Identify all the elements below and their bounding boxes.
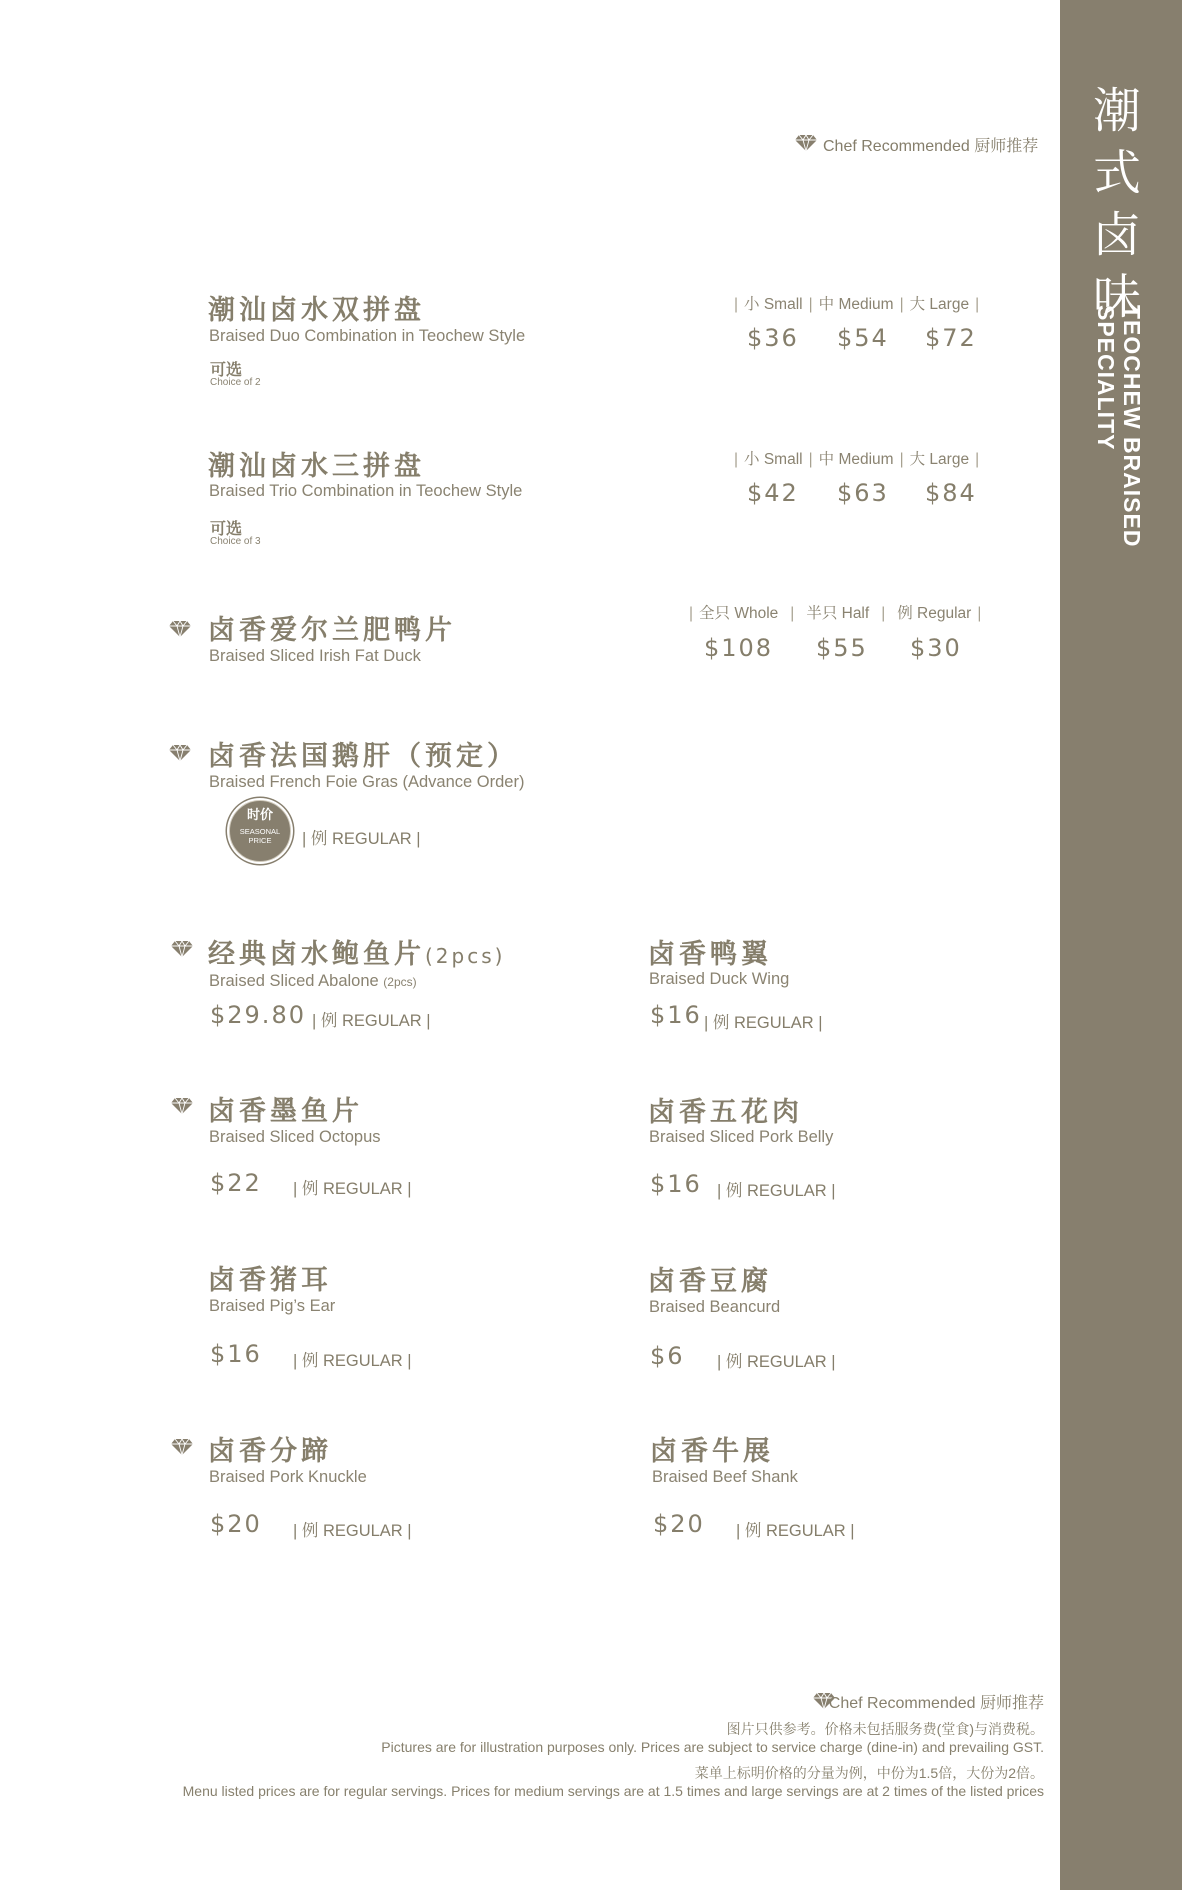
item-price: $20 [653, 1510, 705, 1538]
footer-note-en-1: Pictures are for illustration purposes only. Prices are subject to service charge (dine-in) and prevailing GST. [381, 1739, 1044, 1755]
footer-note-cn-1: 图片只供参考。价格未包括服务费(堂食)与消费税。 [726, 1721, 1044, 1737]
serving-label: | 例 REGULAR | [704, 1014, 823, 1032]
size-small-label: 小 Small [744, 296, 803, 313]
seasonal-price-badge: 时价 SEASONAL PRICE [229, 800, 291, 862]
item-name-cn: 卤香爱尔兰肥鸭片 [208, 615, 456, 646]
footer-legend: Chef Recommended 厨师推荐 [828, 1695, 1044, 1712]
item-name-en: Braised Beef Shank [652, 1468, 798, 1486]
choice-label-cn: 可选 [210, 519, 243, 538]
chef-recommended-legend: Chef Recommended 厨师推荐 [823, 138, 1039, 155]
chef-recommended-icon [170, 940, 194, 958]
size-regular-label: 例 Regular [897, 605, 972, 622]
item-name-cn: 卤香五花肉 [648, 1097, 803, 1128]
item-name-en: Braised Pork Knuckle [209, 1468, 367, 1486]
price-large: $84 [925, 479, 977, 507]
price-medium: $63 [837, 479, 889, 507]
price-medium: $54 [837, 324, 889, 352]
price-regular: $30 [910, 634, 962, 662]
size-header: | 小 Small | 中 Medium | 大 Large | [734, 451, 980, 468]
size-medium-label: 中 Medium [818, 296, 894, 313]
serving-label: | 例 REGULAR | [736, 1522, 855, 1540]
item-name-en: Braised Sliced Abalone (2pcs) [209, 972, 417, 990]
item-price: $29.80 [210, 1001, 306, 1029]
item-pcs-en: (2pcs) [383, 975, 417, 989]
item-name-cn: 卤香牛展 [650, 1436, 774, 1467]
chef-recommended-icon [168, 744, 192, 762]
section-title-en: TEOCHEW BRAISED SPECIALITY [1093, 305, 1145, 548]
item-name-cn: 卤香分蹄 [208, 1436, 332, 1467]
item-name-en: Braised French Foie Gras (Advance Order) [209, 773, 525, 791]
item-name-cn: 卤香墨鱼片 [208, 1096, 363, 1127]
item-name-en: Braised Sliced Pork Belly [649, 1128, 834, 1146]
chef-recommended-icon [170, 1438, 194, 1456]
size-whole-label: 全只 Whole [699, 605, 779, 622]
item-price: $16 [650, 1170, 702, 1198]
item-price: $16 [650, 1001, 702, 1029]
chef-recommended-icon [794, 134, 818, 152]
item-name-en: Braised Duo Combination in Teochew Style [209, 327, 526, 345]
item-name-cn: 经典卤水鲍鱼片(2pcs) [208, 939, 506, 970]
price-half: $55 [816, 634, 868, 662]
item-name-cn: 卤香法国鹅肝（预定） [208, 741, 518, 772]
serving-label: | 例 REGULAR | [293, 1180, 412, 1198]
item-price: $20 [210, 1510, 262, 1538]
serving-label: | 例 REGULAR | [293, 1352, 412, 1370]
serving-label: | 例 REGULAR | [293, 1522, 412, 1540]
chef-recommended-icon [170, 1097, 194, 1115]
serving-label: | 例 REGULAR | [717, 1182, 836, 1200]
item-name-cn: 潮汕卤水双拼盘 [208, 295, 425, 326]
item-name-en: Braised Sliced Octopus [209, 1128, 381, 1146]
item-name-en: Braised Duck Wing [649, 970, 790, 988]
item-name-cn: 潮汕卤水三拼盘 [208, 451, 425, 482]
item-name-cn: 卤香鸭翼 [648, 939, 772, 970]
section-title-cn: 潮 式 卤 味 [1092, 83, 1141, 325]
size-header: | 全只 Whole | 半只 Half | 例 Regular | [689, 605, 982, 622]
size-half-label: 半只 Half [806, 605, 870, 622]
choice-label-en: Choice of 2 [210, 377, 261, 388]
item-name-en: Braised Sliced Irish Fat Duck [209, 647, 421, 665]
size-small-label: 小 Small [744, 451, 803, 468]
item-price: $6 [650, 1342, 685, 1370]
item-name-en: Braised Beancurd [649, 1298, 781, 1316]
item-price: $16 [210, 1340, 262, 1368]
choice-label-en: Choice of 3 [210, 536, 261, 547]
chef-recommended-icon [168, 620, 192, 638]
price-small: $42 [747, 479, 799, 507]
item-price: $22 [210, 1169, 262, 1197]
size-large-label: 大 Large [909, 451, 970, 468]
price-small: $36 [747, 324, 799, 352]
item-name-en: Braised Trio Combination in Teochew Style [209, 482, 523, 500]
footer-note-cn-2: 菜单上标明价格的分量为例，中份为1.5倍，大份为2倍。 [694, 1765, 1044, 1781]
price-whole: $108 [704, 634, 774, 662]
choice-label-cn: 可选 [210, 360, 243, 379]
serving-label: | 例 REGULAR | [717, 1353, 836, 1371]
price-large: $72 [925, 324, 977, 352]
size-large-label: 大 Large [909, 296, 970, 313]
item-name-en: Braised Pig’s Ear [209, 1297, 336, 1315]
footer-note-en-2: Menu listed prices are for regular servings. Prices for medium servings are at 1.5 times and large servings are at 2 times of the listed prices [182, 1783, 1044, 1799]
size-medium-label: 中 Medium [818, 451, 894, 468]
item-pcs-cn: (2pcs) [425, 944, 506, 968]
item-name-cn: 卤香豆腐 [648, 1266, 772, 1297]
size-header: | 小 Small | 中 Medium | 大 Large | [734, 296, 980, 313]
serving-label: | 例 REGULAR | [302, 830, 421, 848]
serving-label: | 例 REGULAR | [312, 1012, 431, 1030]
item-name-cn: 卤香猪耳 [208, 1265, 332, 1296]
